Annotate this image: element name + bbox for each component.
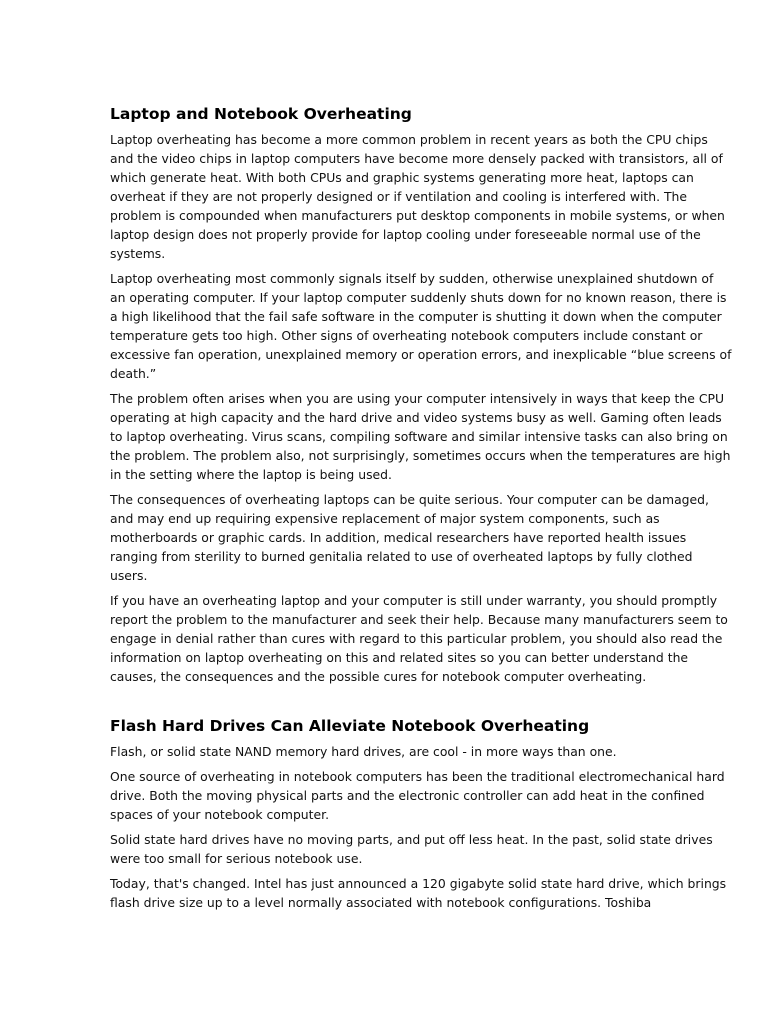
paragraph: Laptop overheating has become a more common problem in recent years as both the CPU chips and the video chips in laptop computers have become more densely packed with transistors, all of which generate heat. With both CPUs and graphic systems generating more heat, laptops can overheat if they are not properly designed or if ventilation and cooling is interfered with. The problem is compounded when manufacturers put desktop components in mobile systems, or when laptop design does not properly provide for laptop cooling under foreseeable normal use of the systems. bbox=[110, 132, 725, 261]
section-laptop-overheating bbox=[110, 104, 732, 686]
section-heading: Laptop and Notebook Overheating bbox=[110, 105, 412, 123]
section-heading: Flash Hard Drives Can Alleviate Notebook Overheating bbox=[110, 717, 590, 735]
paragraph: Solid state hard drives have no moving parts, and put off less heat. In the past, solid state drives were too small for serious notebook use. bbox=[110, 832, 713, 866]
paragraph: The problem often arises when you are using your computer intensively in ways that keep the CPU operating at high capacity and the hard drive and video systems busy as well. Gaming often leads to laptop overheating. Virus scans, compiling software and similar intensive tasks can also bring on the problem. The problem also, not surprisingly, sometimes occurs when the temperatures are high in the setting where the laptop is being used. bbox=[110, 391, 731, 482]
section-flash-drives bbox=[110, 716, 732, 912]
section-spacer bbox=[110, 692, 732, 716]
paragraph: Today, that's changed. Intel has just announced a 120 gigabyte solid state hard drive, which brings flash drive size up to a level normally associated with notebook configurations. Toshiba bbox=[110, 876, 727, 910]
paragraph: Laptop overheating most commonly signals itself by sudden, otherwise unexplained shutdown of an operating computer. If your laptop computer suddenly shuts down for no known reason, there is a high likelihood that the fail safe software in the computer is shutting it down when the computer temperature gets too high. Other signs of overheating notebook computers include constant or excessive fan operation, unexplained memory or operation errors, and inexplicable “blue screens of death.” bbox=[110, 271, 732, 381]
paragraph: If you have an overheating laptop and your computer is still under warranty, you should promptly report the problem to the manufacturer and seek their help. Because many manufacturers seem to engage in denial rather than cures with regard to this particular problem, you should also read the information on laptop overheating on this and related sites so you can better understand the causes, the consequences and the possible cures for notebook computer overheating. bbox=[110, 593, 728, 684]
paragraph: Flash, or solid state NAND memory hard drives, are cool - in more ways than one. bbox=[110, 744, 617, 759]
document-page bbox=[110, 104, 732, 918]
paragraph: The consequences of overheating laptops can be quite serious. Your computer can be damaged, and may end up requiring expensive replacement of major system components, such as motherboards or graphic cards. In addition, medical researchers have reported health issues ranging from sterility to burned genitalia related to use of overheated laptops by fully clothed users. bbox=[110, 492, 709, 583]
paragraph: One source of overheating in notebook computers has been the traditional electromechanical hard drive. Both the moving physical parts and the electronic controller can add heat in the confined spaces of your notebook computer. bbox=[110, 769, 725, 822]
